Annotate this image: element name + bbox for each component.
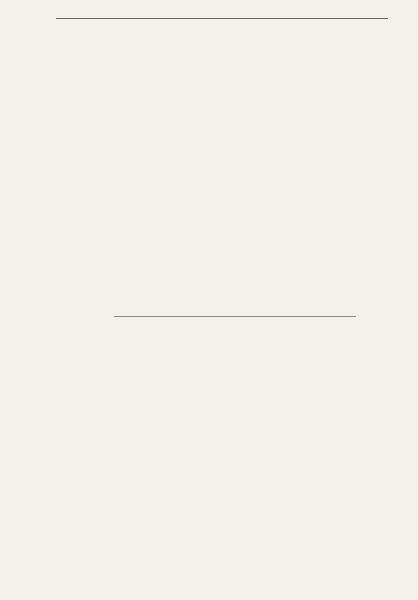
- lower-text-block: [58, 298, 386, 584]
- text-area: [58, 24, 386, 574]
- upper-text-block: [58, 24, 386, 286]
- header-rule: [56, 18, 388, 19]
